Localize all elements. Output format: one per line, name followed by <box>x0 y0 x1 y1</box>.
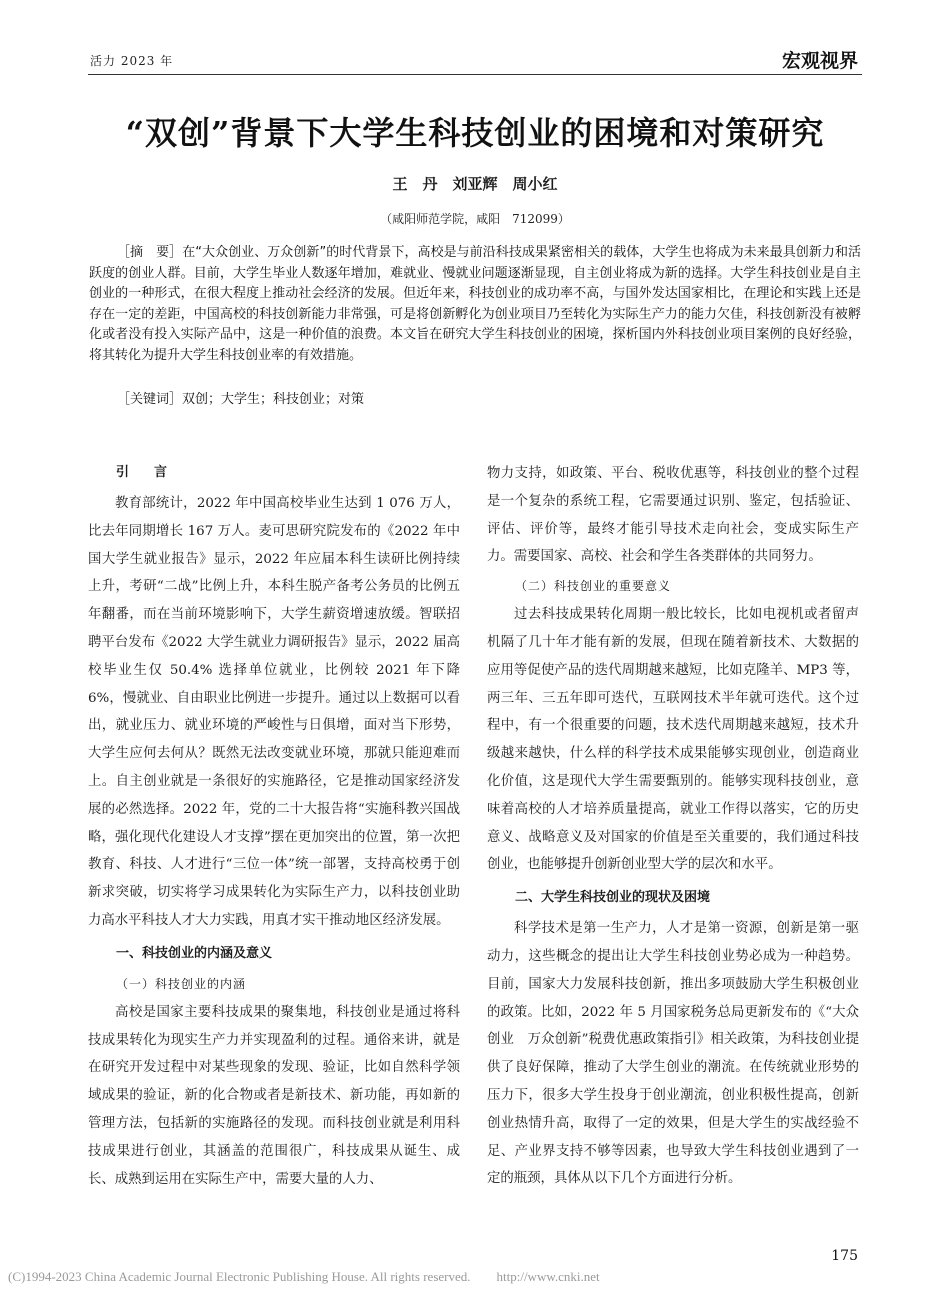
copyright-notice: (C)1994-2023 China Academic Journal Electronic Publishing House. All rights reserved. http://www.cnki.net <box>8 1269 600 1284</box>
keywords: ［关键词］双创；大学生；科技创业；对策 <box>117 392 365 407</box>
article-title: “双创”背景下大学生科技创业的困境和对策研究 <box>125 114 825 152</box>
right-column <box>487 460 859 1193</box>
left-column <box>88 460 460 1193</box>
header-divider <box>88 74 862 75</box>
intro-paragraph: 教育部统计，2022 年中国高校毕业生达到 1 076 万人，比去年同期增长 167 万人。麦可思研究院发布的《2022 年中国大学生就业报告》显示，2022 年应届本科生读研比例持续上升，考研“二战”比例上升，本科生脱产备考公务员的比例五年翻番，而在当前环境影响下，大学生薪资增速放缓。智联招聘平台发布《2022 大学生就业力调研报告》显示，2022 届高校毕业生仅 50.4% 选择单位就业，比例较 2021 年下降 6%，慢就业、自由职业比例进一步提升。通过以上数据可以看出，就业压力、就业环境的严峻性与日俱增，面对当下形势，大学生应何去何从？既然无法改变就业环境，那就只能迎难而上。自主创业就是一条很好的实施路径，它是推动国家经济发展的必然选择。2022 年，党的二十大报告将“实施科教兴国战略，强化现代化建设人才支撑”摆在更加突出的位置，第一次把教育、科技、人才进行“三位一体”统一部署，支持高校勇于创新求突破，切实将学习成果转化为实际生产力，以科技创业助力高水平科技人才大力实践，用真才实干推动地区经济发展。 <box>88 496 460 928</box>
continued-paragraph: 物力支持，如政策、平台、税收优惠等，科技创业的整个过程是一个复杂的系统工程，它需要通过识别、鉴定，包括验证、评估、评价等，最终才能引导技术走向社会，变成实际生产力。需要国家、高校、社会和学生各类群体的共同努力。 <box>487 466 859 565</box>
article-authors: 王 丹 刘亚辉 周小红 <box>392 175 558 193</box>
subsection-2-heading: （二）科技创业的重要意义 <box>515 579 672 594</box>
journal-issue: 活力 2023 年 <box>90 54 174 68</box>
section-2-paragraph: 科学技术是第一生产力，人才是第一资源，创新是第一驱动力，这些概念的提出让大学生科技创业势必成为一种趋势。目前，国家大力发展科技创新，推出多项鼓励大学生积极创业的政策。比如，2022 年 5 月国家税务总局更新发布的《“大众创业 万众创新”税费优惠政策指引》相关政策，为科技创业提供了良好保障，推动了大学生创业的潮流。在传统就业形势的压力下，很多大学生投身于创业潮流，创业积极性提高，创新创业热情升高，取得了一定的效果，但是大学生的实战经验不足、产业界支持不够等因素，也导致大学生科技创业遇到了一定的瓶颈，具体从以下几个方面进行分析。 <box>487 921 859 1187</box>
subsection-1-heading: （一）科技创业的内涵 <box>116 976 247 991</box>
section-label: 宏观视界 <box>781 50 858 72</box>
subsection-1-paragraph: 高校是国家主要科技成果的聚集地，科技创业是通过将科技成果转化为现实生产力并实现盈利的过程。通俗来讲，就是在研究开发过程中对某些现象的发现、验证，比如自然科学领域成果的验证，新的化合物或者是新技术、新功能，再如新的管理方法，包括新的实施路径的发现。而科技创业就是利用科技成果进行创业，其涵盖的范围很广，科技成果从诞生、成长、成熟到运用在实际生产中，需要大量的人力、 <box>88 1004 460 1187</box>
intro-heading: 引 言 <box>116 465 174 480</box>
section-2-heading: 二、大学生科技创业的现状及困境 <box>515 890 711 906</box>
abstract: ［摘 要］在“大众创业、万众创新”的时代背景下，高校是与前沿科技成果紧密相关的载体，大学生也将成为未来最具创新力和活跃度的创业人群。目前，大学生毕业人数逐年增加，难就业、慢就业问题逐渐显现，自主创业将成为新的选择。大学生科技创业是自主创业的一种形式，在很大程度上推动社会经济的发展。但近年来，科技创业的成功率不高，与国外发达国家相比，在理论和实践上还是存在一定的差距，中国高校的科技创新能力非常强，可是将创新孵化为创业项目乃至转化为实际生产力的能力欠佳，科技创新没有被孵化或者没有投入实际产品中，这是一种价值的浪费。本文旨在研究大学生科技创业的困境，探析国内外科技创业项目案例的良好经验，将其转化为提升大学生科技创业率的有效措施。 <box>89 245 861 363</box>
section-1-heading: 一、科技创业的内涵及意义 <box>116 945 273 961</box>
page-number: 175 <box>831 1248 858 1264</box>
subsection-2-paragraph: 过去科技成果转化周期一般比较长，比如电视机或者留声机隔了几十年才能有新的发展，但现在随着新技术、大数据的应用等促使产品的迭代周期越来越短，比如克隆羊、MP3 等，两三年、三五年即可迭代，互联网技术半年就可迭代。这个过程中，有一个很重要的问题，技术迭代周期越来越短，技术升级越来越快，什么样的科学技术成果能够实现创业，创造商业化价值，这是现代大学生需要甄别的。能够实现科技创业，意味着高校的人才培养质量提高，就业工作得以落实，它的历史意义、战略意义及对国家的价值是至关重要的，我们通过科技创业，也能够提升创新创业型大学的层次和水平。 <box>487 607 859 873</box>
article-affiliation: （咸阳师范学院，咸阳 712099） <box>380 212 570 226</box>
